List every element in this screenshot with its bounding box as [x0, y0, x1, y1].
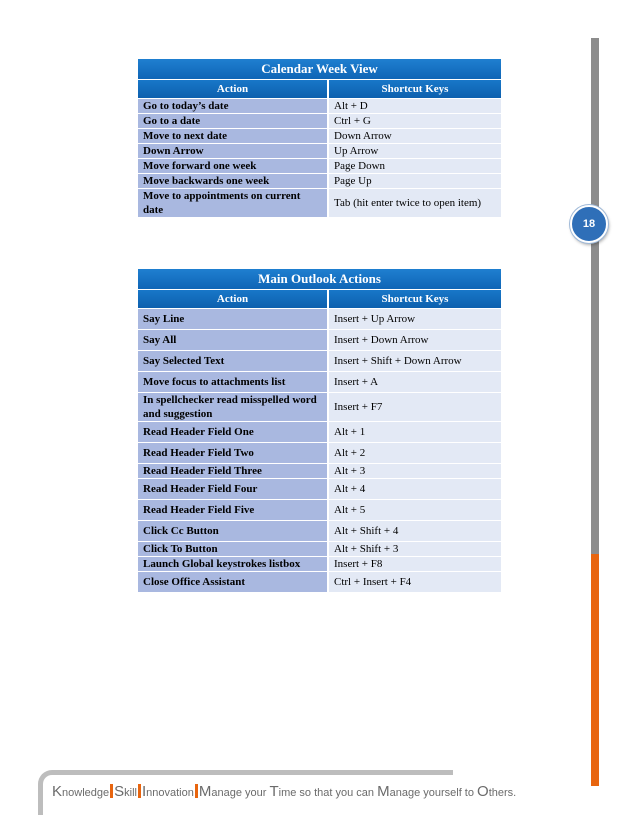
shortcut-cell: Insert + Down Arrow	[329, 330, 501, 350]
main-outlook-actions-table	[136, 268, 503, 593]
shortcut-cell: Alt + Shift + 4	[329, 521, 501, 541]
shortcut-cell: Insert + F8	[329, 557, 501, 571]
action-cell: Close Office Assistant	[138, 572, 327, 592]
action-cell: Go to a date	[138, 114, 327, 128]
footer-word: thers.	[488, 787, 517, 799]
shortcut-cell: Alt + 4	[329, 479, 501, 499]
action-cell: Read Header Field Two	[138, 443, 327, 463]
footer-word: nnovation	[146, 787, 194, 799]
column-header-action: Action	[138, 290, 327, 308]
footer-separator	[138, 784, 141, 798]
action-cell: In spellchecker read misspelled word and suggestion	[138, 393, 327, 421]
shortcut-cell: Alt + 2	[329, 443, 501, 463]
calendar-table-body	[138, 99, 501, 217]
shortcut-cell: Page Up	[329, 174, 501, 188]
calendar-week-view-table	[136, 58, 503, 218]
shortcut-cell: Insert + Shift + Down Arrow	[329, 351, 501, 371]
footer-initial: K	[52, 783, 63, 800]
table-title: Main Outlook Actions	[138, 269, 501, 289]
column-header-action: Action	[138, 80, 327, 98]
footer-initial: I	[141, 783, 147, 800]
action-cell: Read Header Field Three	[138, 464, 327, 478]
shortcut-cell: Page Down	[329, 159, 501, 173]
shortcut-cell: Alt + 3	[329, 464, 501, 478]
action-cell: Click Cc Button	[138, 521, 327, 541]
table-row	[138, 542, 501, 556]
footer-word: nowledge	[62, 787, 110, 799]
table-row	[138, 521, 501, 541]
table-row	[138, 129, 501, 143]
footer-separator	[195, 784, 198, 798]
shortcut-cell: Alt + D	[329, 99, 501, 113]
action-cell: Move backwards one week	[138, 174, 327, 188]
shortcut-cell: Up Arrow	[329, 144, 501, 158]
footer-initial: M	[377, 783, 390, 800]
shortcut-cell: Alt + Shift + 3	[329, 542, 501, 556]
footer-initial: S	[114, 783, 125, 800]
footer-initial: T	[269, 783, 279, 800]
table-row	[138, 189, 501, 217]
action-cell: Read Header Field Four	[138, 479, 327, 499]
shortcut-cell: Alt + 1	[329, 422, 501, 442]
table-row	[138, 114, 501, 128]
table-row	[138, 464, 501, 478]
action-cell: Move focus to attachments list	[138, 372, 327, 392]
action-cell: Click To Button	[138, 542, 327, 556]
footer-separator	[110, 784, 113, 798]
table-row	[138, 479, 501, 499]
table-row	[138, 500, 501, 520]
table-row	[138, 144, 501, 158]
table-row	[138, 159, 501, 173]
table-row	[138, 174, 501, 188]
table-row	[138, 99, 501, 113]
page-number-badge: 18	[570, 205, 608, 243]
table-row	[138, 351, 501, 371]
table-row	[138, 572, 501, 592]
action-cell: Down Arrow	[138, 144, 327, 158]
footer-word: anage yourself to	[389, 787, 478, 799]
side-bar-orange-segment	[591, 554, 599, 786]
action-cell: Say Selected Text	[138, 351, 327, 371]
shortcut-cell: Tab (hit enter twice to open item)	[329, 189, 501, 217]
shortcut-cell: Insert + A	[329, 372, 501, 392]
shortcut-cell: Insert + Up Arrow	[329, 309, 501, 329]
shortcut-cell: Ctrl + Insert + F4	[329, 572, 501, 592]
action-cell: Read Header Field One	[138, 422, 327, 442]
action-cell: Read Header Field Five	[138, 500, 327, 520]
table-title: Calendar Week View	[138, 59, 501, 79]
right-side-bar	[591, 38, 599, 786]
action-cell: Go to today’s date	[138, 99, 327, 113]
outlook-table-body	[138, 309, 501, 592]
action-cell: Move to appointments on current date	[138, 189, 327, 217]
action-cell: Move to next date	[138, 129, 327, 143]
footer-initial: M	[198, 783, 212, 800]
action-cell: Move forward one week	[138, 159, 327, 173]
table-row	[138, 422, 501, 442]
action-cell: Launch Global keystrokes listbox	[138, 557, 327, 571]
table-row	[138, 372, 501, 392]
table-row	[138, 330, 501, 350]
table-row	[138, 309, 501, 329]
table-row	[138, 443, 501, 463]
table-row	[138, 393, 501, 421]
footer-word: ime so that you can	[278, 787, 378, 799]
column-header-shortcut: Shortcut Keys	[329, 290, 501, 308]
action-cell: Say Line	[138, 309, 327, 329]
shortcut-cell: Insert + F7	[329, 393, 501, 421]
footer-tagline	[52, 783, 516, 800]
shortcut-cell: Down Arrow	[329, 129, 501, 143]
footer-word: kill	[124, 787, 137, 799]
table-row	[138, 557, 501, 571]
column-header-shortcut: Shortcut Keys	[329, 80, 501, 98]
shortcut-cell: Alt + 5	[329, 500, 501, 520]
shortcut-cell: Ctrl + G	[329, 114, 501, 128]
footer-initial: O	[477, 783, 489, 800]
footer-word: anage your	[211, 787, 270, 799]
action-cell: Say All	[138, 330, 327, 350]
